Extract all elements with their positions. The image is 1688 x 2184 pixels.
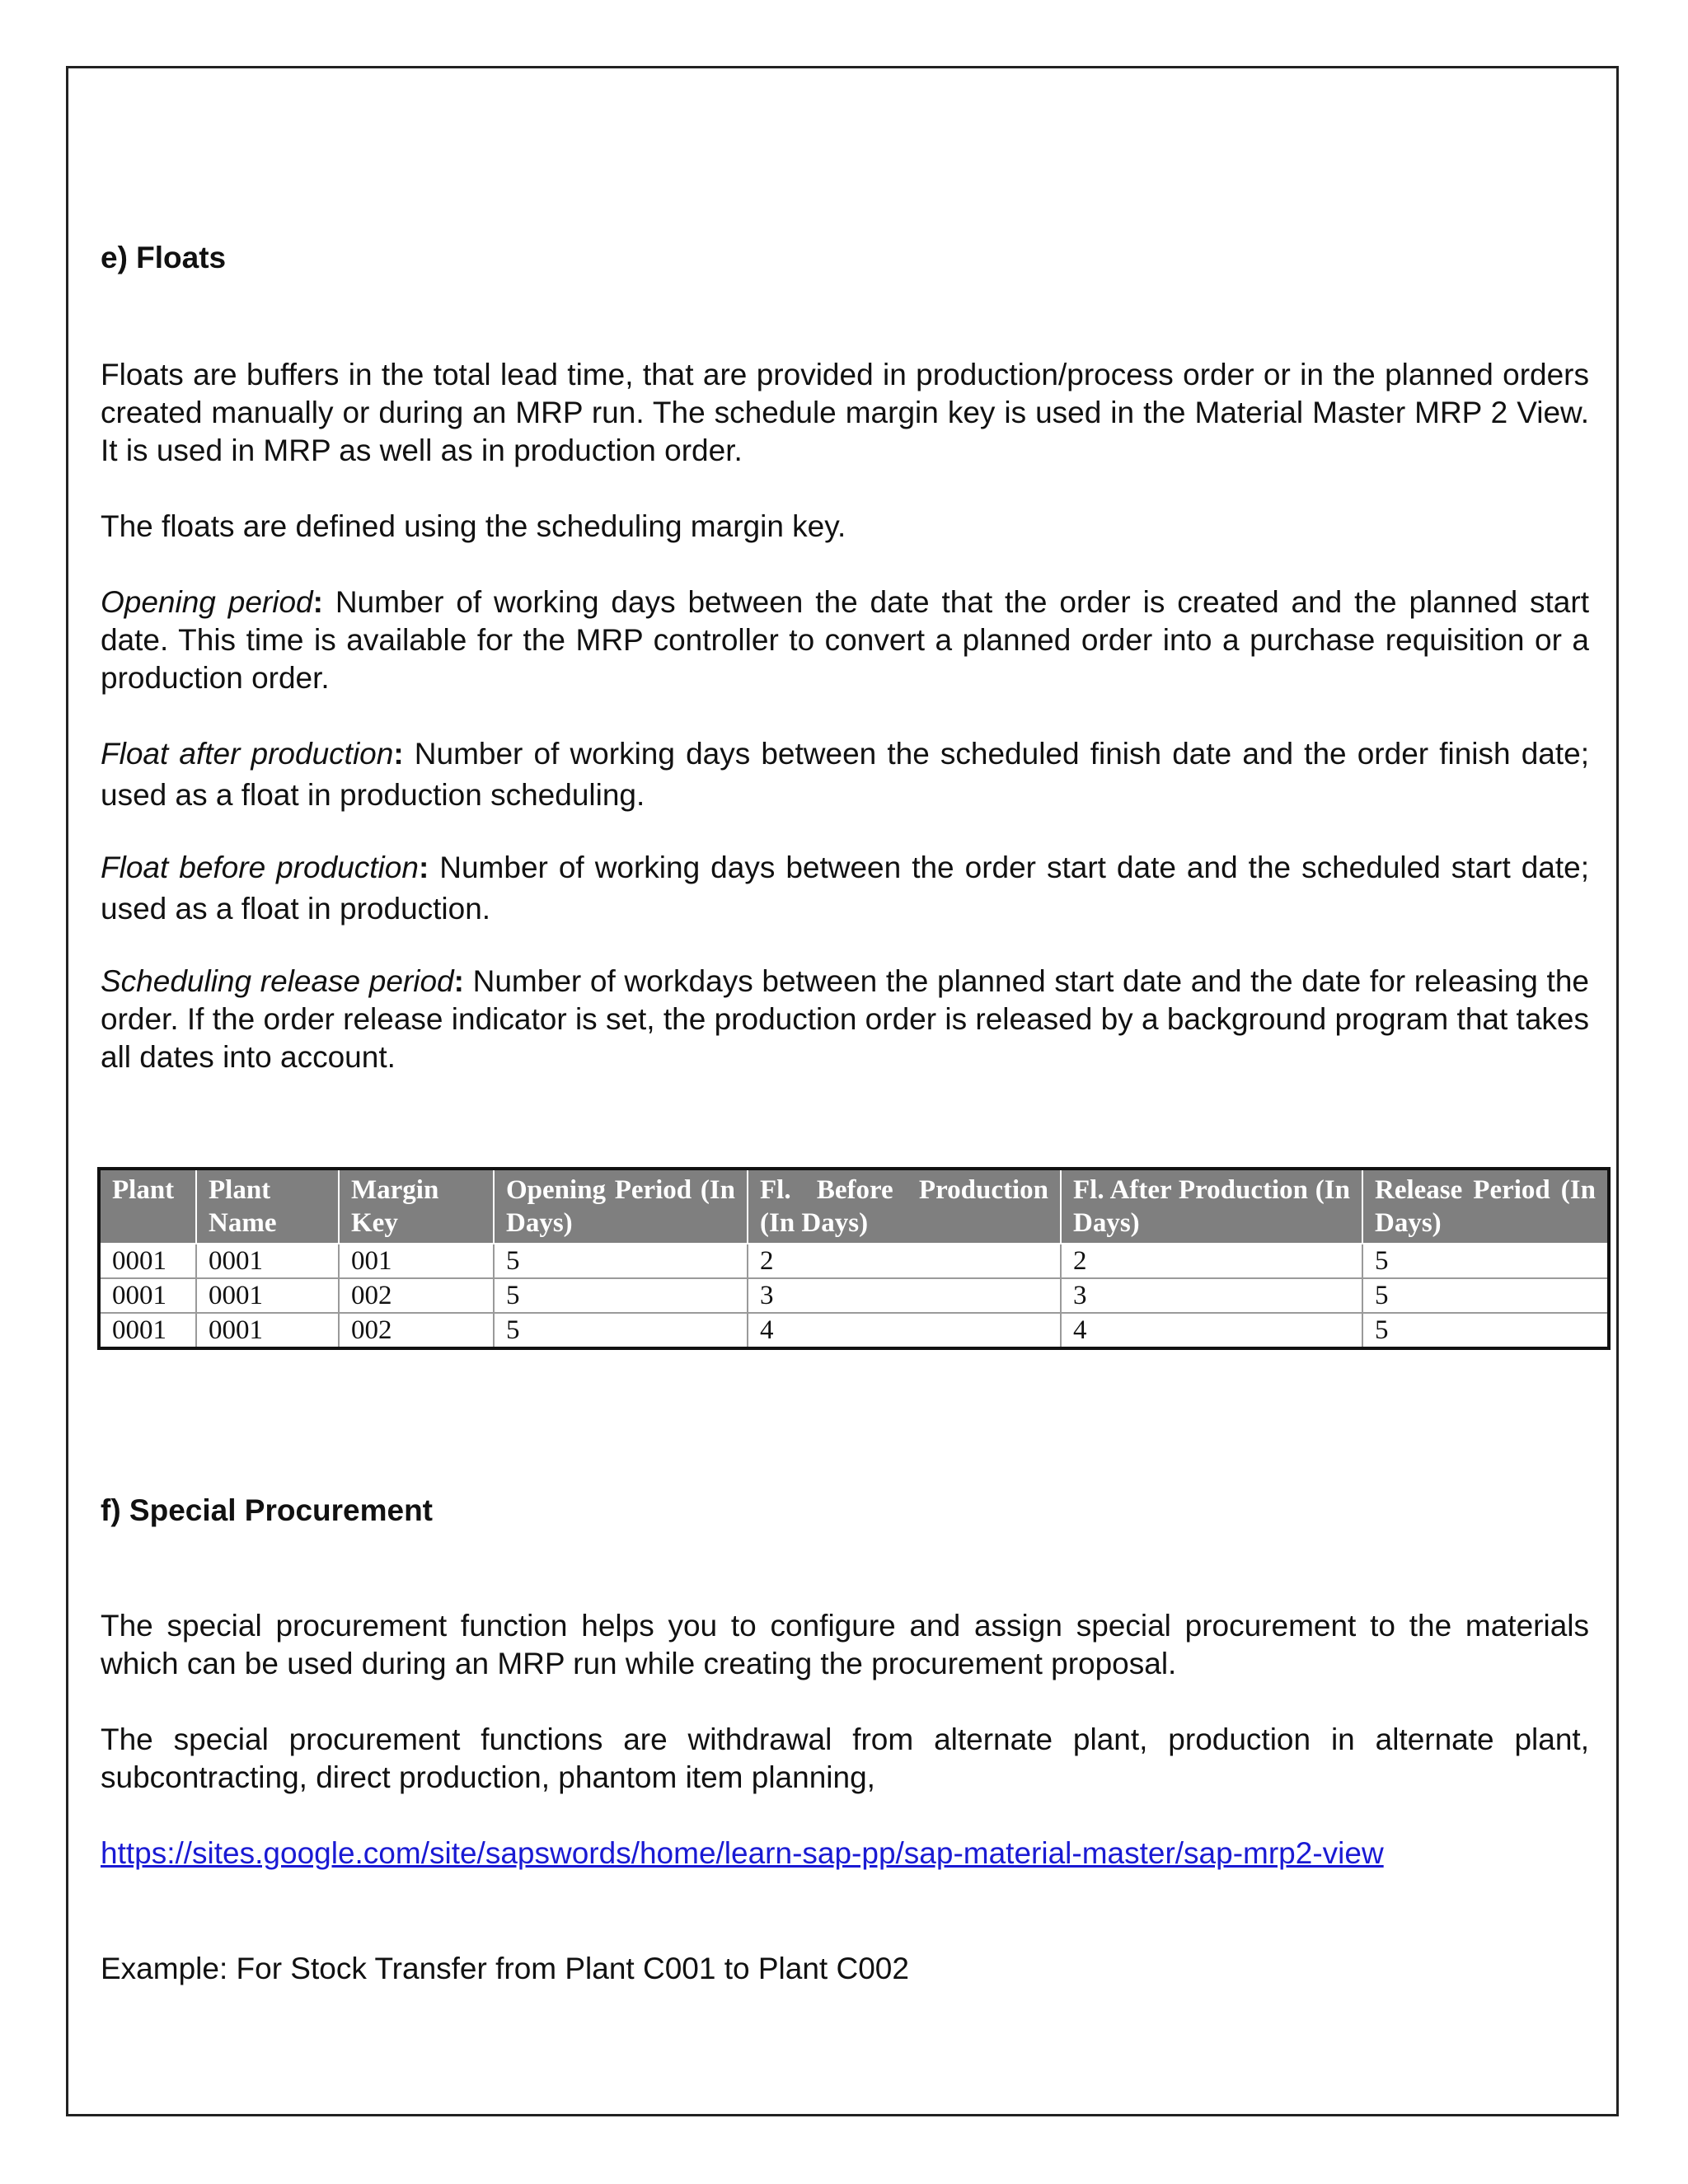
margin-key-table (97, 1167, 1611, 1350)
cell-opening-period: 5 (494, 1278, 748, 1313)
cell-plant-name: 0001 (196, 1278, 339, 1313)
section-e-defined: The floats are defined using the scheduling margin key. (101, 509, 846, 543)
definition-term: Float before production (101, 851, 419, 884)
definition-float-before-production (101, 847, 1589, 930)
definition-term: Scheduling release period (101, 964, 454, 998)
definition-term: Float after production (101, 737, 394, 771)
table-row (99, 1278, 1609, 1313)
header-fl-before-production: Fl. Before Production (In Days) (748, 1169, 1061, 1244)
section-e-heading: e) Floats (101, 241, 227, 274)
cell-plant: 0001 (99, 1278, 196, 1313)
section-f-example: Example: For Stock Transfer from Plant C001 to Plant C002 (101, 1952, 909, 1985)
definition-colon: : (453, 964, 464, 998)
section-e-intro: Floats are buffers in the total lead time, that are provided in production/process order or in the planned orders created manually or during an MRP run. The schedule margin key is used in the Material Master MRP 2 View. It is used in MRP as well as in production order. (101, 358, 1589, 467)
section-f-heading: f) Special Procurement (101, 1493, 434, 1527)
cell-opening-period: 5 (494, 1244, 748, 1278)
header-plant-name: Plant Name (196, 1169, 339, 1244)
cell-fl-before-production: 4 (748, 1313, 1061, 1348)
cell-fl-before-production: 2 (748, 1244, 1061, 1278)
cell-margin-key: 002 (339, 1278, 494, 1313)
cell-fl-before-production: 3 (748, 1278, 1061, 1313)
scheduling-margin-table (97, 1167, 1607, 1350)
definition-text: Number of working days between the date that the order is created and the planned start date. This time is available for the MRP controller to convert a planned order into a purchase requisition or a production order. (101, 585, 1589, 695)
cell-plant-name: 0001 (196, 1244, 339, 1278)
table-row (99, 1313, 1609, 1348)
table-row (99, 1244, 1609, 1278)
section-f-para2: The special procurement functions are withdrawal from alternate plant, production in alternate plant, subcontracting, direct production, phantom item planning, (101, 1722, 1589, 1794)
cell-plant-name: 0001 (196, 1313, 339, 1348)
definition-text: Number of workdays between the planned start date and the date for releasing the order. If the order release indicator is set, the production order is released by a background program that takes all dates into account. (101, 964, 1589, 1074)
cell-release-period: 5 (1362, 1244, 1609, 1278)
cell-plant: 0001 (99, 1244, 196, 1278)
definition-text: Number of working days between the scheduled finish date and the order finish date; used as a float in production scheduling. (101, 737, 1590, 812)
definition-colon: : (393, 737, 404, 771)
definition-colon: : (312, 585, 323, 619)
header-fl-after-production: Fl. After Production (In Days) (1061, 1169, 1362, 1244)
section-f-para1: The special procurement function helps you to configure and assign special procurement to the materials which can be used during an MRP run while creating the procurement proposal. (101, 1609, 1589, 1680)
cell-fl-after-production: 2 (1061, 1244, 1362, 1278)
definition-colon: : (418, 851, 429, 884)
cell-release-period: 5 (1362, 1313, 1609, 1348)
cell-margin-key: 002 (339, 1313, 494, 1348)
header-release-period: Release Period (In Days) (1362, 1169, 1609, 1244)
definition-opening-period (101, 583, 1589, 697)
cell-opening-period: 5 (494, 1313, 748, 1348)
header-plant: Plant (99, 1169, 196, 1244)
cell-fl-after-production: 3 (1061, 1278, 1362, 1313)
definition-float-after-production (101, 733, 1589, 816)
reference-link[interactable]: https://sites.google.com/site/sapswords/home/learn-sap-pp/sap-material-master/sap-mrp2-view (101, 1836, 1384, 1870)
cell-release-period: 5 (1362, 1278, 1609, 1313)
definition-term: Opening period (101, 585, 313, 619)
definition-scheduling-release-period (101, 963, 1589, 1076)
header-margin-key: Margin Key (339, 1169, 494, 1244)
table-header-row (99, 1169, 1609, 1244)
cell-fl-after-production: 4 (1061, 1313, 1362, 1348)
cell-margin-key: 001 (339, 1244, 494, 1278)
definition-text: Number of working days between the order start date and the scheduled start date; used as a float in production. (101, 851, 1589, 926)
header-opening-period: Opening Period (In Days) (494, 1169, 748, 1244)
cell-plant: 0001 (99, 1313, 196, 1348)
